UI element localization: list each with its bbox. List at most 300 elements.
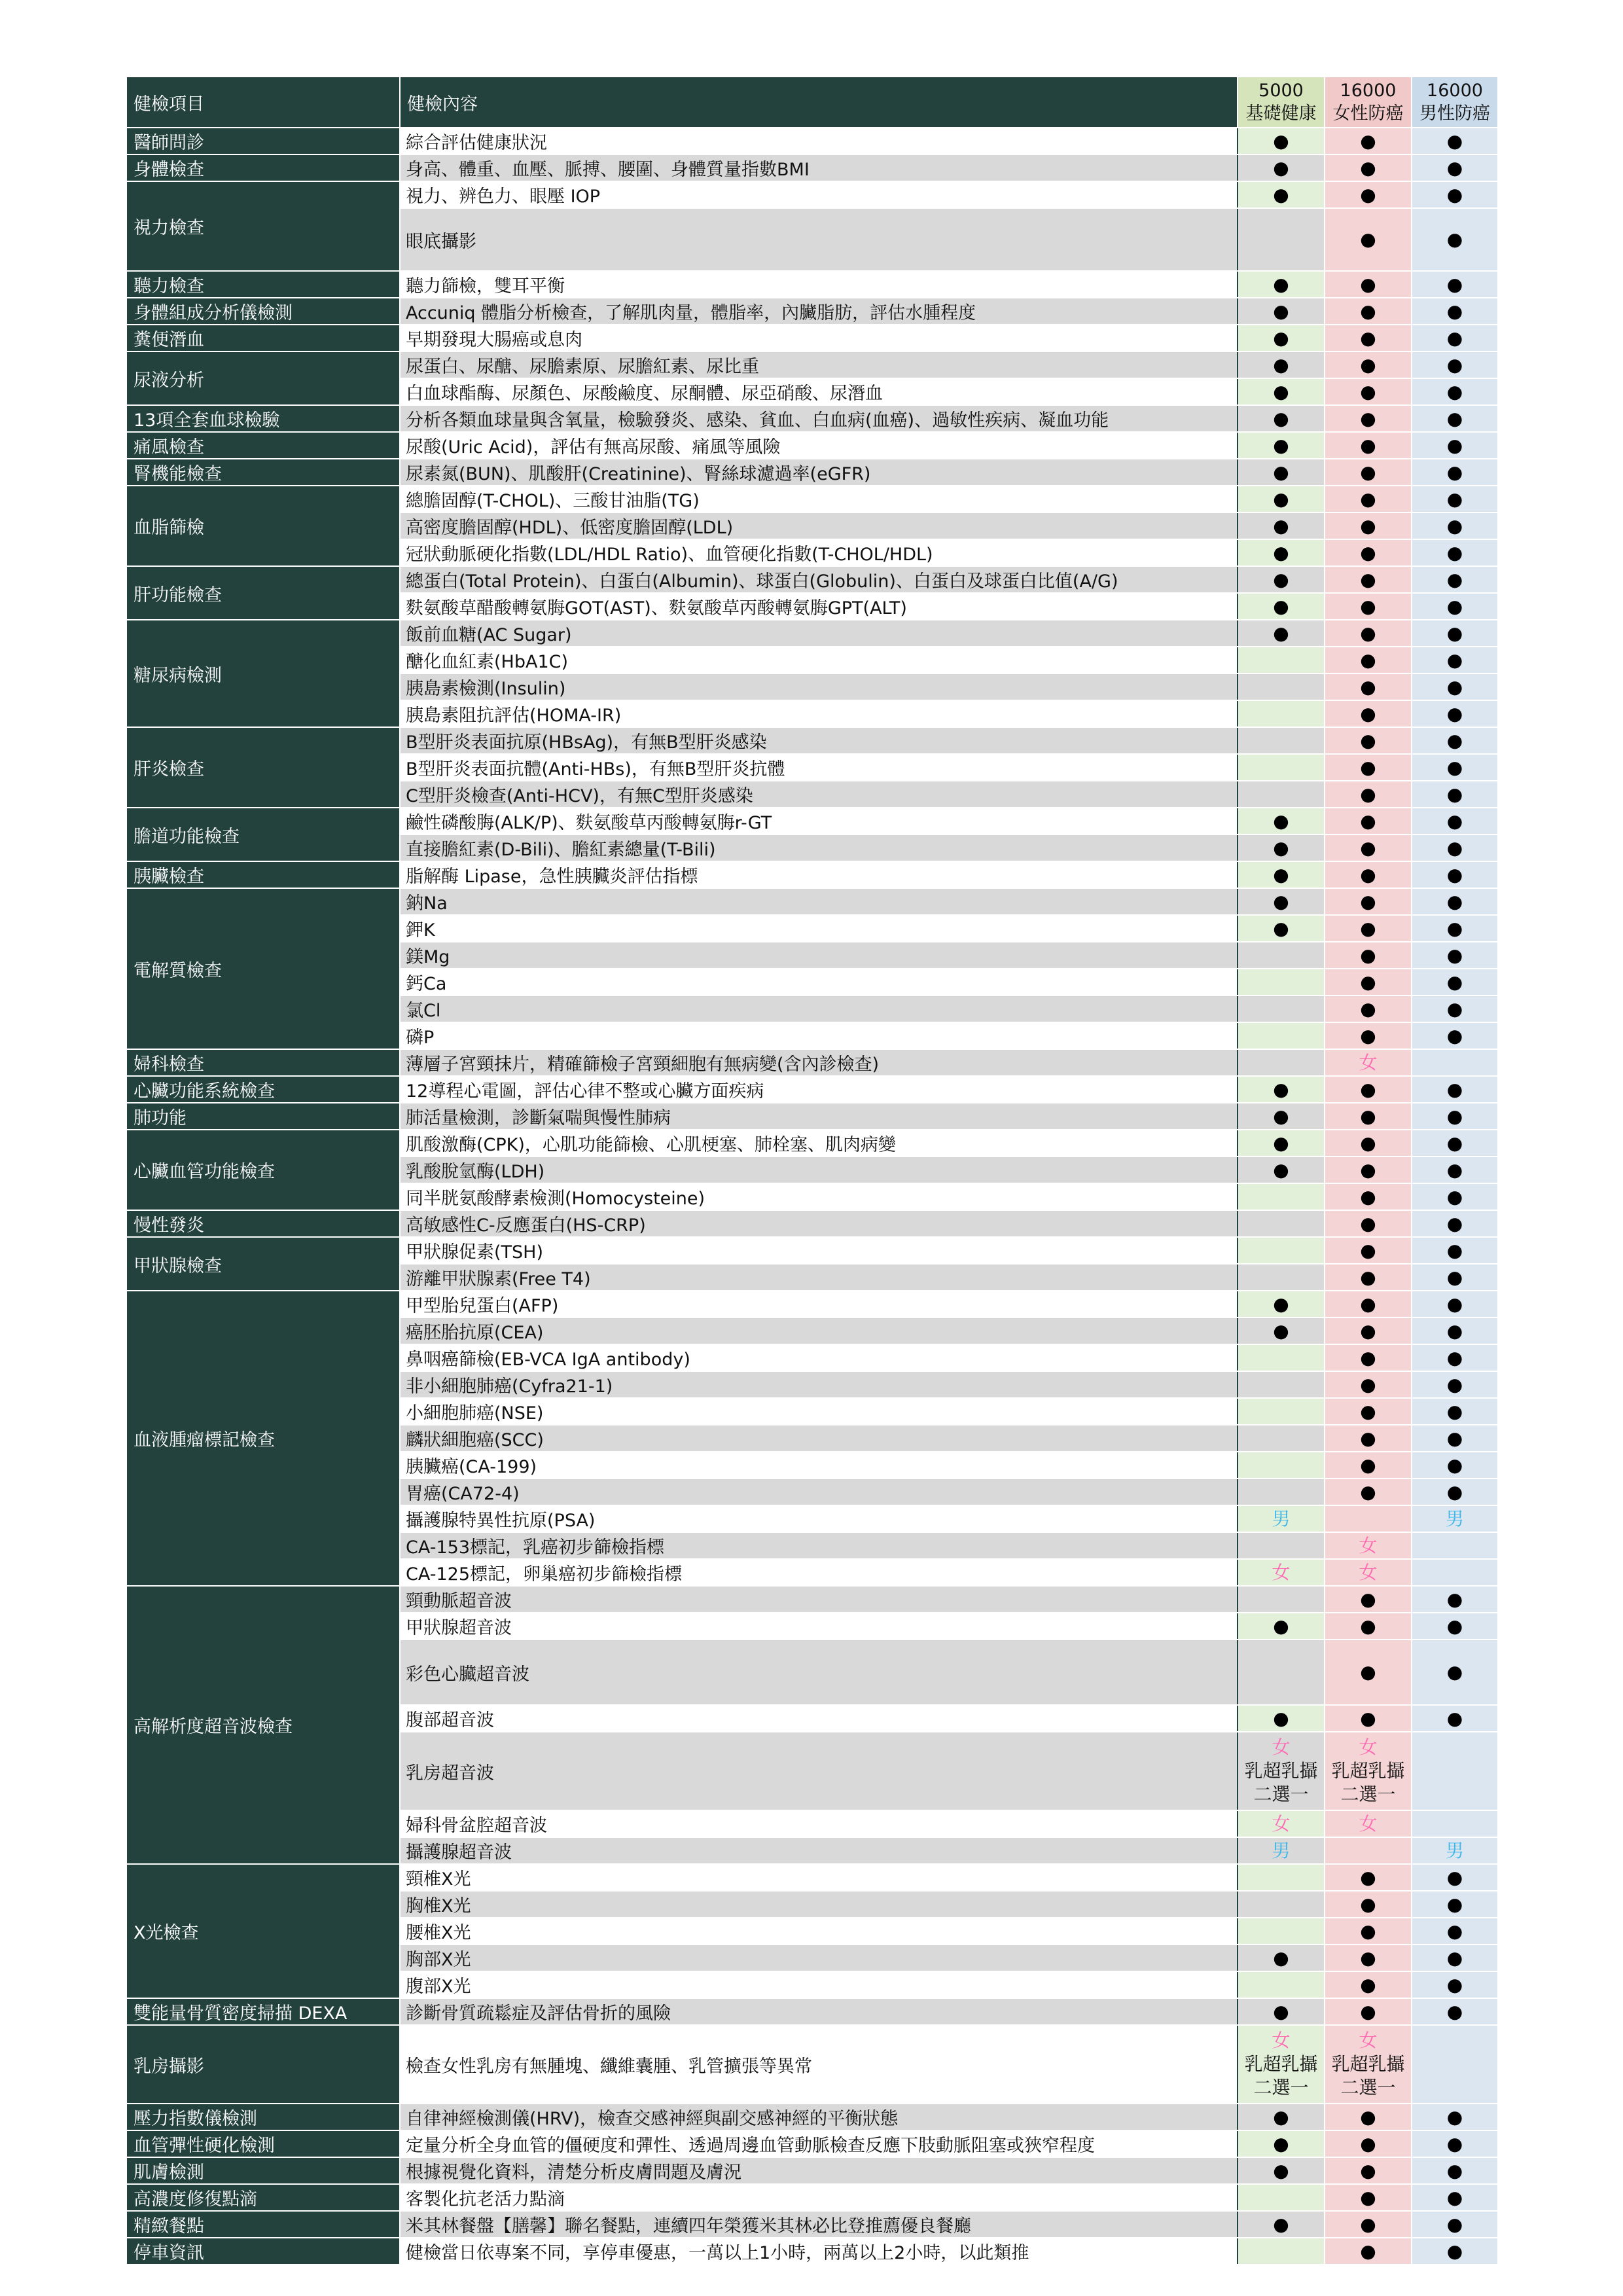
package-female-cell: [1325, 1371, 1412, 1398]
included-dot-icon: ●: [1446, 944, 1463, 966]
check-item-name: 乳房攝影: [126, 2025, 400, 2104]
package-basic-cell: [1238, 1291, 1325, 1318]
included-dot-icon: ●: [1446, 890, 1463, 912]
check-content: B型肝炎表面抗體(Anti-HBs)，有無B型肝炎抗體: [400, 754, 1238, 781]
table-row: [126, 727, 1498, 754]
package-male-cell: [1412, 378, 1498, 405]
package-male-cell: [1412, 1371, 1498, 1398]
included-dot-icon: ●: [1446, 756, 1463, 778]
package-basic-cell: [1238, 1318, 1325, 1344]
included-dot-icon: ●: [1360, 1661, 1376, 1683]
check-content: 冠狀動脈硬化指數(LDL/HDL Ratio)、血管硬化指數(T-CHOL/HDL): [400, 539, 1238, 566]
included-dot-icon: ●: [1360, 488, 1376, 510]
package-female-cell: [1325, 1918, 1412, 1945]
package-male-cell: [1412, 1237, 1498, 1264]
package-male-cell: [1412, 1398, 1498, 1425]
package-male-cell: [1412, 1971, 1498, 1998]
check-content: 定量分析全身血管的僵硬度和彈性、透過周邊血管動脈檢查反應下肢動脈阻塞或狹窄程度: [400, 2130, 1238, 2157]
package-male-cell: [1412, 566, 1498, 593]
included-dot-icon: ●: [1446, 1973, 1463, 1996]
check-content: 同半胱氨酸酵素檢測(Homocysteine): [400, 1183, 1238, 1210]
package-male-cell: [1412, 700, 1498, 727]
package-female-cell: [1325, 1891, 1412, 1918]
package-female-cell: [1325, 1705, 1412, 1732]
included-dot-icon: ●: [1446, 228, 1463, 250]
package-basic-cell: [1238, 486, 1325, 512]
included-dot-icon: ●: [1273, 568, 1289, 590]
check-item-name: 痛風檢查: [126, 432, 400, 459]
included-dot-icon: ●: [1446, 1661, 1463, 1683]
package-basic-cell: [1238, 834, 1325, 861]
package-male-cell: [1412, 942, 1498, 969]
included-dot-icon: ●: [1273, 353, 1289, 376]
included-dot-icon: ●: [1273, 595, 1289, 617]
included-dot-icon: ●: [1273, 836, 1289, 859]
female-only-mark: 女: [1359, 1812, 1378, 1835]
package-basic-cell: [1238, 1613, 1325, 1640]
package-basic-cell: [1238, 181, 1325, 208]
included-dot-icon: ●: [1360, 836, 1376, 859]
check-content: 腰椎X光: [400, 1918, 1238, 1945]
table-row: [126, 861, 1498, 888]
package-basic-cell: [1238, 1971, 1325, 1998]
check-content: 胰島素阻抗評估(HOMA-IR): [400, 700, 1238, 727]
package-male-cell: [1412, 128, 1498, 154]
included-dot-icon: ●: [1273, 1158, 1289, 1181]
table-row: [126, 351, 1498, 378]
package-name: 基礎健康: [1245, 103, 1317, 124]
package-basic-cell: [1238, 754, 1325, 781]
check-content: 胃癌(CA72-4): [400, 1479, 1238, 1505]
package-male-cell: [1412, 1732, 1498, 1810]
included-dot-icon: ●: [1446, 2213, 1463, 2235]
package-male-cell: [1412, 2104, 1498, 2130]
check-content: 眼底攝影: [400, 208, 1238, 271]
check-content: 鈉Na: [400, 888, 1238, 915]
package-female-cell: [1325, 2184, 1412, 2211]
package-male-cell: [1412, 1705, 1498, 1732]
package-male-cell: [1412, 154, 1498, 181]
check-content: 肺活量檢測，診斷氣喘與慢性肺病: [400, 1103, 1238, 1130]
package-male-cell: [1412, 1344, 1498, 1371]
included-dot-icon: ●: [1273, 541, 1289, 564]
included-dot-icon: ●: [1360, 971, 1376, 993]
included-dot-icon: ●: [1360, 1480, 1376, 1503]
package-male-cell: [1412, 808, 1498, 834]
package-basic-cell: [1238, 1157, 1325, 1183]
package-female-cell: [1325, 808, 1412, 834]
check-item-name: 糖尿病檢測: [126, 620, 400, 727]
included-dot-icon: ●: [1446, 675, 1463, 698]
package-male-cell: [1412, 647, 1498, 673]
package-basic-cell: [1238, 2211, 1325, 2238]
check-content: 自律神經檢測儀(HRV)，檢查交感神經與副交感神經的平衡狀態: [400, 2104, 1238, 2130]
package-male-cell: [1412, 405, 1498, 432]
package-basic-cell: [1238, 1479, 1325, 1505]
package-male-cell: [1412, 1130, 1498, 1157]
included-dot-icon: ●: [1446, 2186, 1463, 2208]
included-dot-icon: ●: [1273, 156, 1289, 179]
package-male-cell: [1412, 673, 1498, 700]
package-basic-cell: [1238, 1130, 1325, 1157]
package-female-cell: [1325, 1130, 1412, 1157]
package-male-cell: [1412, 1210, 1498, 1237]
package-male-cell: [1412, 2184, 1498, 2211]
included-dot-icon: ●: [1446, 729, 1463, 751]
check-content: 診斷骨質疏鬆症及評估骨折的風險: [400, 1998, 1238, 2025]
included-dot-icon: ●: [1360, 1158, 1376, 1181]
package-female-cell: [1325, 1183, 1412, 1210]
package-basic-cell: [1238, 593, 1325, 620]
package-basic-cell: [1238, 1210, 1325, 1237]
package-female-cell: [1325, 486, 1412, 512]
included-dot-icon: ●: [1446, 353, 1463, 376]
check-content: 胰島素檢測(Insulin): [400, 673, 1238, 700]
check-content: 綜合評估健康狀況: [400, 128, 1238, 154]
included-dot-icon: ●: [1360, 1024, 1376, 1047]
included-dot-icon: ●: [1446, 997, 1463, 1020]
table-row: [126, 1237, 1498, 1264]
included-dot-icon: ●: [1446, 1615, 1463, 1637]
included-dot-icon: ●: [1446, 1212, 1463, 1234]
included-dot-icon: ●: [1446, 1319, 1463, 1342]
included-dot-icon: ●: [1360, 1893, 1376, 1915]
package-male-cell: [1412, 459, 1498, 486]
package-male-cell: [1412, 593, 1498, 620]
table-row: [126, 1998, 1498, 2025]
package-male-cell: [1412, 1559, 1498, 1586]
included-dot-icon: ●: [1446, 810, 1463, 832]
included-dot-icon: ●: [1360, 1132, 1376, 1154]
package-basic-cell: [1238, 969, 1325, 996]
check-item-name: 肝功能檢查: [126, 566, 400, 620]
check-content: 胸椎X光: [400, 1891, 1238, 1918]
included-dot-icon: ●: [1446, 1346, 1463, 1369]
package-basic-cell: [1238, 1810, 1325, 1837]
package-basic-cell: [1238, 378, 1325, 405]
package-basic-cell: [1238, 271, 1325, 298]
included-dot-icon: ●: [1446, 327, 1463, 349]
included-dot-icon: ●: [1360, 675, 1376, 698]
table-row: [126, 2211, 1498, 2238]
package-female-cell: [1325, 1613, 1412, 1640]
included-dot-icon: ●: [1273, 183, 1289, 206]
included-dot-icon: ●: [1360, 702, 1376, 725]
package-female-cell: [1325, 1318, 1412, 1344]
check-item-name: 壓力指數儀檢測: [126, 2104, 400, 2130]
included-dot-icon: ●: [1360, 917, 1376, 939]
check-item-name: 尿液分析: [126, 351, 400, 405]
package-male-cell: [1412, 432, 1498, 459]
check-content: 尿素氮(BUN)、肌酸肝(Creatinine)、腎絲球濾過率(eGFR): [400, 459, 1238, 486]
included-dot-icon: ●: [1446, 1024, 1463, 1047]
package-basic-cell: [1238, 566, 1325, 593]
included-dot-icon: ●: [1446, 514, 1463, 537]
included-dot-icon: ●: [1273, 1319, 1289, 1342]
included-dot-icon: ●: [1360, 1866, 1376, 1888]
check-item-name: 血液腫瘤標記檢查: [126, 1291, 400, 1586]
included-dot-icon: ●: [1273, 2132, 1289, 2155]
check-content: 醣化血紅素(HbA1C): [400, 647, 1238, 673]
check-content: 檢查女性乳房有無腫塊、纖維囊腫、乳管擴張等異常: [400, 2025, 1238, 2104]
package-male-cell: [1412, 1891, 1498, 1918]
package-basic-cell: [1238, 512, 1325, 539]
check-content: 甲型胎兒蛋白(AFP): [400, 1291, 1238, 1318]
included-dot-icon: ●: [1273, 1105, 1289, 1127]
included-dot-icon: ●: [1360, 890, 1376, 912]
included-dot-icon: ●: [1360, 461, 1376, 483]
included-dot-icon: ●: [1446, 1105, 1463, 1127]
included-dot-icon: ●: [1446, 2159, 1463, 2181]
check-content: 聽力篩檢，雙耳平衡: [400, 271, 1238, 298]
package-male-cell: [1412, 1613, 1498, 1640]
check-content: 乳房超音波: [400, 1732, 1238, 1810]
package-female-cell: [1325, 673, 1412, 700]
included-dot-icon: ●: [1360, 1266, 1376, 1288]
package-basic-cell: [1238, 432, 1325, 459]
check-content: 彩色心臟超音波: [400, 1640, 1238, 1705]
package-price: 5000: [1258, 81, 1304, 101]
package-male-cell: [1412, 1864, 1498, 1891]
package-male-cell: [1412, 208, 1498, 271]
included-dot-icon: ●: [1446, 1239, 1463, 1261]
male-only-mark: 男: [1445, 1507, 1464, 1530]
included-dot-icon: ●: [1360, 2106, 1376, 2128]
included-dot-icon: ●: [1446, 461, 1463, 483]
included-dot-icon: ●: [1446, 1866, 1463, 1888]
included-dot-icon: ●: [1446, 300, 1463, 322]
table-row: [126, 1049, 1498, 1076]
package-female-cell: [1325, 181, 1412, 208]
included-dot-icon: ●: [1446, 1373, 1463, 1395]
package-male-cell: [1412, 1837, 1498, 1864]
included-dot-icon: ●: [1360, 1373, 1376, 1395]
included-dot-icon: ●: [1446, 1480, 1463, 1503]
package-female-cell: [1325, 154, 1412, 181]
check-content: 鉀K: [400, 915, 1238, 942]
package-basic-cell: [1238, 1640, 1325, 1705]
included-dot-icon: ●: [1360, 228, 1376, 250]
package-female-cell: [1325, 208, 1412, 271]
check-content: 直接膽紅素(D-Bili)、膽紅素總量(T-Bili): [400, 834, 1238, 861]
package-basic-cell: [1238, 325, 1325, 351]
package-female-cell: [1325, 1076, 1412, 1103]
package-basic-cell: [1238, 1532, 1325, 1559]
check-content: CA-125標記，卵巢癌初步篩檢指標: [400, 1559, 1238, 1586]
included-dot-icon: ●: [1446, 183, 1463, 206]
check-content: 胸部X光: [400, 1945, 1238, 1971]
included-dot-icon: ●: [1360, 863, 1376, 886]
included-dot-icon: ●: [1446, 1588, 1463, 1610]
included-dot-icon: ●: [1273, 514, 1289, 537]
included-dot-icon: ●: [1446, 541, 1463, 564]
package-basic-cell: [1238, 1103, 1325, 1130]
header-content: 健檢內容: [400, 77, 1238, 128]
package-female-cell: [1325, 1732, 1412, 1810]
package-female-cell: [1325, 1945, 1412, 1971]
table-row: [126, 405, 1498, 432]
check-item-name: 電解質檢查: [126, 888, 400, 1049]
check-content: 高密度膽固醇(HDL)、低密度膽固醇(LDL): [400, 512, 1238, 539]
package-basic-cell: [1238, 647, 1325, 673]
included-dot-icon: ●: [1446, 917, 1463, 939]
check-content: 甲狀腺促素(TSH): [400, 1237, 1238, 1264]
included-dot-icon: ●: [1360, 649, 1376, 671]
included-dot-icon: ●: [1360, 1454, 1376, 1476]
choose-one-note: 乳超乳攝二選一: [1331, 2053, 1405, 2098]
package-basic-cell: [1238, 2157, 1325, 2184]
package-female-cell: [1325, 781, 1412, 808]
female-only-mark: 女: [1359, 2030, 1378, 2051]
package-name: 女性防癌: [1332, 103, 1404, 124]
table-row: [126, 1076, 1498, 1103]
package-female-cell: [1325, 1157, 1412, 1183]
package-female-cell: [1325, 1210, 1412, 1237]
choose-one-note: 乳超乳攝二選一: [1331, 1760, 1405, 1805]
check-content: 高敏感性C-反應蛋白(HS-CRP): [400, 1210, 1238, 1237]
check-content: 非小細胞肺癌(Cyfra21-1): [400, 1371, 1238, 1398]
package-male-cell: [1412, 1479, 1498, 1505]
table-row: [126, 486, 1498, 512]
package-female-cell: [1325, 128, 1412, 154]
included-dot-icon: ●: [1360, 380, 1376, 403]
included-dot-icon: ●: [1360, 300, 1376, 322]
check-content: CA-153標記，乳癌初步篩檢指標: [400, 1532, 1238, 1559]
check-item-name: 視力檢查: [126, 181, 400, 271]
package-female-cell: [1325, 1237, 1412, 1264]
package-female-cell: [1325, 1452, 1412, 1479]
package-male-cell: [1412, 1586, 1498, 1613]
table-row: [126, 432, 1498, 459]
check-item-name: 血脂篩檢: [126, 486, 400, 566]
package-basic-cell: [1238, 1891, 1325, 1918]
package-basic-cell: [1238, 1864, 1325, 1891]
table-row: [126, 1291, 1498, 1318]
package-female-cell: [1325, 593, 1412, 620]
included-dot-icon: ●: [1273, 1946, 1289, 1969]
check-content: 客製化抗老活力點滴: [400, 2184, 1238, 2211]
package-basic-cell: [1238, 942, 1325, 969]
package-male-cell: [1412, 1049, 1498, 1076]
package-basic-cell: [1238, 1586, 1325, 1613]
package-female-cell: [1325, 271, 1412, 298]
package-female-cell: [1325, 1810, 1412, 1837]
included-dot-icon: ●: [1360, 810, 1376, 832]
check-item-name: 胰臟檢查: [126, 861, 400, 888]
table-row: [126, 566, 1498, 593]
included-dot-icon: ●: [1360, 1078, 1376, 1100]
female-only-mark: 女: [1359, 1051, 1378, 1073]
included-dot-icon: ●: [1360, 541, 1376, 564]
table-row: [126, 2130, 1498, 2157]
included-dot-icon: ●: [1273, 300, 1289, 322]
included-dot-icon: ●: [1446, 1400, 1463, 1422]
package-female-cell: [1325, 1022, 1412, 1049]
included-dot-icon: ●: [1360, 2159, 1376, 2181]
package-basic-cell: [1238, 459, 1325, 486]
package-female-cell: [1325, 2238, 1412, 2265]
included-dot-icon: ●: [1360, 756, 1376, 778]
package-basic-cell: [1238, 1425, 1325, 1452]
check-content: 婦科骨盆腔超音波: [400, 1810, 1238, 1837]
included-dot-icon: ●: [1273, 273, 1289, 295]
package-male-cell: [1412, 1291, 1498, 1318]
check-item-name: 心臟功能系統檢查: [126, 1076, 400, 1103]
table-row: [126, 181, 1498, 208]
included-dot-icon: ●: [1446, 1266, 1463, 1288]
table-row: [126, 1103, 1498, 1130]
package-header-male: [1412, 77, 1498, 128]
package-basic-cell: [1238, 405, 1325, 432]
package-male-cell: [1412, 539, 1498, 566]
included-dot-icon: ●: [1360, 327, 1376, 349]
package-basic-cell: [1238, 727, 1325, 754]
table-row: [126, 1864, 1498, 1891]
package-basic-cell: [1238, 808, 1325, 834]
package-basic-cell: [1238, 2184, 1325, 2211]
package-male-cell: [1412, 834, 1498, 861]
package-basic-cell: [1238, 861, 1325, 888]
check-item-name: 聽力檢查: [126, 271, 400, 298]
package-female-cell: [1325, 2130, 1412, 2157]
package-male-cell: [1412, 1810, 1498, 1837]
package-male-cell: [1412, 1264, 1498, 1291]
check-content: 根據視覺化資料，清楚分析皮膚問題及膚況: [400, 2157, 1238, 2184]
check-item-name: 高解析度超音波檢查: [126, 1586, 400, 1864]
check-content: 視力、辨色力、眼壓 IOP: [400, 181, 1238, 208]
package-female-cell: [1325, 1559, 1412, 1586]
included-dot-icon: ●: [1273, 917, 1289, 939]
check-content: 脂解酶 Lipase，急性胰臟炎評估指標: [400, 861, 1238, 888]
package-male-cell: [1412, 512, 1498, 539]
check-content: 麩氨酸草醋酸轉氨脢GOT(AST)、麩氨酸草丙酸轉氨脢GPT(ALT): [400, 593, 1238, 620]
package-basic-cell: [1238, 1076, 1325, 1103]
included-dot-icon: ●: [1273, 488, 1289, 510]
included-dot-icon: ●: [1446, 622, 1463, 644]
check-content: 腹部X光: [400, 1971, 1238, 1998]
package-female-cell: [1325, 2025, 1412, 2104]
check-content: B型肝炎表面抗原(HBsAg)，有無B型肝炎感染: [400, 727, 1238, 754]
package-basic-cell: [1238, 1049, 1325, 1076]
included-dot-icon: ●: [1446, 568, 1463, 590]
package-female-cell: [1325, 915, 1412, 942]
package-female-cell: [1325, 861, 1412, 888]
included-dot-icon: ●: [1273, 461, 1289, 483]
package-male-cell: [1412, 2130, 1498, 2157]
included-dot-icon: ●: [1360, 997, 1376, 1020]
check-content: 乳酸脫氫酶(LDH): [400, 1157, 1238, 1183]
included-dot-icon: ●: [1446, 1946, 1463, 1969]
check-content: 12導程心電圖，評估心律不整或心臟方面疾病: [400, 1076, 1238, 1103]
included-dot-icon: ●: [1446, 2106, 1463, 2128]
package-female-cell: [1325, 834, 1412, 861]
check-content: C型肝炎檢查(Anti-HCV)，有無C型肝炎感染: [400, 781, 1238, 808]
included-dot-icon: ●: [1360, 1212, 1376, 1234]
check-item-name: 婦科檢查: [126, 1049, 400, 1076]
check-item-name: 精緻餐點: [126, 2211, 400, 2238]
female-only-mark: 女: [1359, 1561, 1378, 1583]
check-content: 小細胞肺癌(NSE): [400, 1398, 1238, 1425]
included-dot-icon: ●: [1446, 2132, 1463, 2155]
table-row: [126, 2157, 1498, 2184]
package-male-cell: [1412, 181, 1498, 208]
included-dot-icon: ●: [1273, 2159, 1289, 2181]
package-male-cell: [1412, 325, 1498, 351]
male-only-mark: 男: [1272, 1507, 1291, 1530]
check-content: 氯Cl: [400, 996, 1238, 1022]
male-only-mark: 男: [1445, 1839, 1464, 1861]
included-dot-icon: ●: [1446, 2240, 1463, 2262]
